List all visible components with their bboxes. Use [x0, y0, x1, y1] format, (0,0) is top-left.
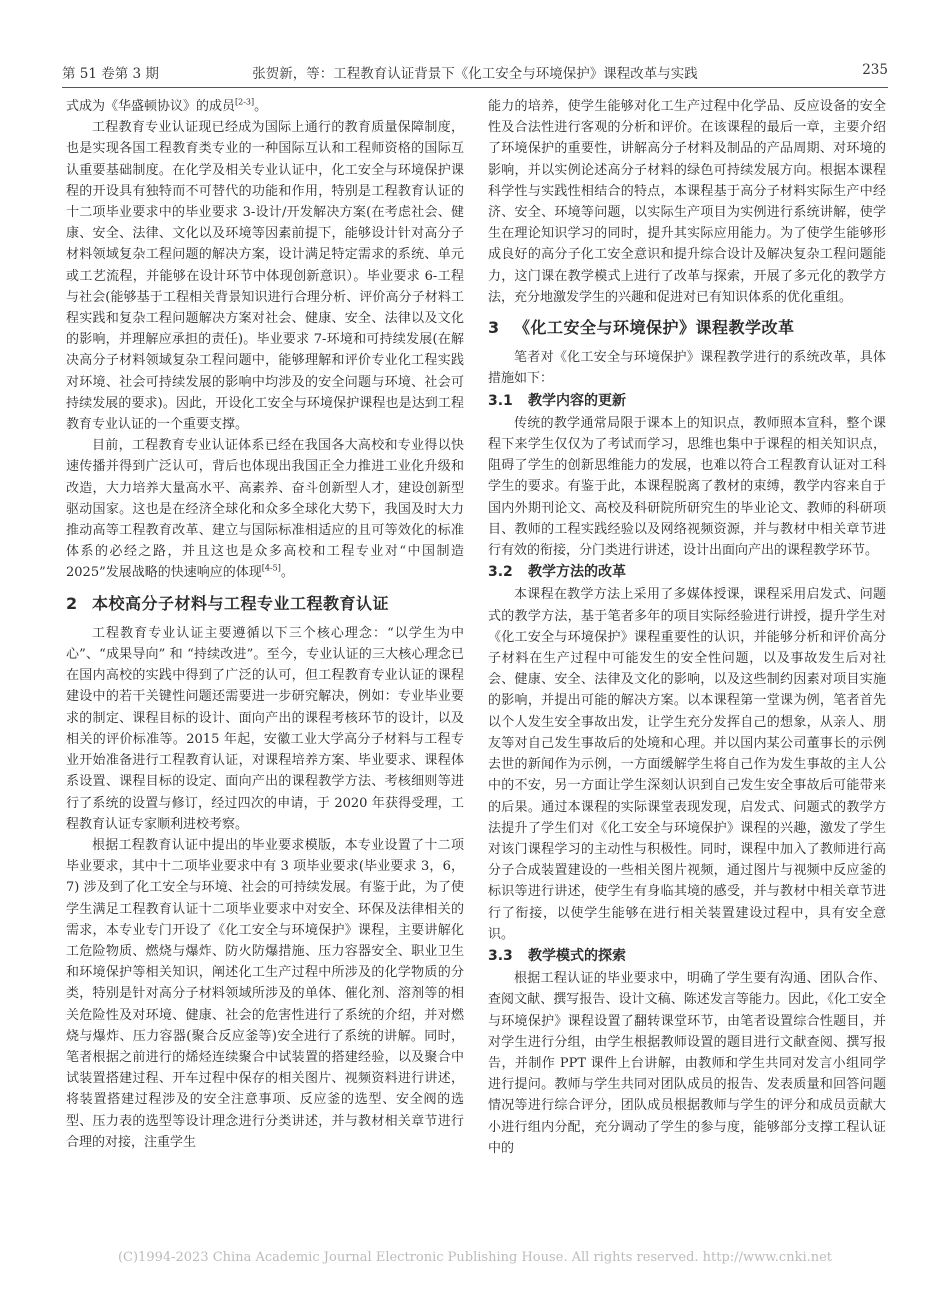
paragraph: 能力的培养，使学生能够对化工生产过程中化学品、反应设备的安全性及合法性进行客观的分析和评价。在该课程的最后一章，主要介绍了环境保护的重要性，讲解高分子材料及制品的产品周期、对环境的影响，并以实例论述高分子材料的绿色可持续发展方向。根据本课程科学性与实践性相结合的特点，本课程基于高分子材料实际生产中经济、安全、环境等问题，以实际生产项目为实例进行系统讲解，使学生在理论知识学习的同时，提升其实际应用能力。为了使学生能够形成良好的高分子化工安全意识和提升综合设计及解决复杂工程问题能力，这门课在教学模式上进行了改革与探索，开展了多元化的教学方法，充分地激发学生的兴趣和促进对已有知识体系的优化重组。	[488, 99, 886, 305]
subsection-heading-3-3: 3.3 教学模式的探索	[488, 947, 626, 964]
paragraph: 本课程在教学方法上采用了多媒体授课，课程采用启发式、问题式的教学方法，基于笔者多年的项目实际经验进行讲授，提升学生对《化工安全与环境保护》课程重要性的认识，并能够分析和评价高分子材料在生产过程中可能发生的安全性问题，以及事故发生后对社会、健康、安全、法律及文化的影响，以及这些制约因素对项目实施的影响，并提出可能的解决方案。以本课程第一堂课为例，笔者首先以个人发生安全事故出发，让学生充分发挥自己的想象，从亲人、朋友等对自己发生事故后的处境和心理。并以国内某公司董事长的示例去世的新闻作为示例，一方面缓解学生将自己作为发生事故的主人公中的不安，另一方面让学生深刻认识到自己发生安全事故后可能带来的后果。通过本课程的实际课堂表现发现，启发式、问题式的教学方法提升了学生们对《化工安全与环境保护》课程的兴趣，激发了学生对该门课程学习的主动性与积极性。同时，课程中加入了教师进行高分子合成装置建设的一些相关图片视频，通过图片与视频中反应釜的标识等进行讲述，使学生有身临其境的感受，并与教材中相关章节进行了衔接，以使学生能够在进行相关装置建设过程中，具有安全意识。	[488, 587, 886, 942]
paragraph: 笔者对《化工安全与环境保护》课程教学进行的系统改革，具体措施如下：	[488, 350, 886, 387]
page-header	[62, 62, 888, 88]
paragraph: 工程教育专业认证主要遵循以下三个核心理念：“以学生为中心”、“成果导向” 和 “持续改进”。至今，专业认证的三大核心理念已在国内高校的实践中得到了广泛的认可，但工程教育专业认证的课程建设中的若干关键性问题还需要进一步研究解决，例如：专业毕业要求的制定、课程目标的设计、面向产出的课程考核环节的设计，以及相关的评价标准等。2015 年起，安徽工业大学高分子材料与工程专业开始准备进行工程教育认证，对课程培养方案、毕业要求、课程体系设置、课程目标的设定、面向产出的课程教学方法、考核细则等进行了系统的设置与修订，经过四次的申请，于 2020 年获得受理，工程教育认证专家顺利进校考察。	[66, 625, 464, 832]
paragraph: 根据工程教育认证中提出的毕业要求模版，本专业设置了十二项毕业要求，其中十二项毕业要求中有 3 项毕业要求(毕业要求 3，6，7) 涉及到了化工安全与环境、社会的可持续发展。有鉴于此，为了使学生满足工程教育认证十二项毕业要求中对安全、环保及法律相关的需求，本专业专门开设了《化工安全与环境保护》课程，主要讲解化工危险物质、燃烧与爆炸、防火防爆措施、压力容器安全、职业卫生和环境保护等相关知识，阐述化工生产过程中所涉及的化学物质的分类，特别是针对高分子材料领域所涉及的单体、催化剂、溶剂等的相关危险性及对环境、健康、社会的危害性进行了系统的介绍，并对燃烧与爆炸、压力容器(聚合反应釜等)安全进行了系统的讲解。同时，笔者根据之前进行的烯烃连续聚合中试装置的搭建经验，以及聚合中试装置搭建过程、开车过程中保存的相关图片、视频资料进行讲述，将装置搭建过程涉及的安全注意事项、反应釜的选型、安全阀的选型、压力表的选型等设计理念进行分类讲述，并与教材相关章节进行合理的对接，注重学生	[66, 837, 464, 1150]
subsection-heading-3-1: 3.1 教学内容的更新	[488, 392, 626, 409]
copyright-footer: (C)1994-2023 China Academic Journal Electronic Publishing House. All rights reserved. http://www.cnki.net	[117, 1250, 833, 1265]
header-rule	[62, 87, 888, 88]
paragraph: 工程教育专业认证现已经成为国际上通行的教育质量保障制度，也是实现各国工程教育类专业的一种国际互认和工程师资格的国际互认重要基础制度。在化学及相关专业认证中，化工安全与环境保护课程的开设具有独特而不可替代的功能和作用，特别是工程教育认证的十二项毕业要求中的毕业要求 3-设计/开发解决方案(在考虑社会、健康、安全、法律、文化以及环境等因素前提下，能够设计针对高分子材料领域复杂工程问题的解决方案，设计满足特定需求的系统、单元或工艺流程，并能够在设计环节中体现创新意识）。毕业要求 6-工程与社会(能够基于工程相关背景知识进行合理分析、评价高分子材料工程实践和复杂工程问题解决方案对社会、健康、安全、法律以及文化的影响，并理解应承担的责任)。毕业要求 7-环境和可持续发展(在解决高分子材料领域复杂工程问题中，能够理解和评价专业化工程实践对环境、社会可持续发展的影响中均涉及的安全问题与环境、社会可持续发展的要求)。因此，开设化工安全与环境保护课程也是达到工程教育专业认证的一个重要支撑。	[66, 120, 464, 433]
left-column	[66, 96, 464, 1153]
citation[interactable]: [2-3]	[235, 97, 255, 107]
page-number: 235	[862, 62, 888, 78]
section-heading-2: 2 本校高分子材料与工程专业工程教育认证	[66, 593, 390, 613]
subsection-heading-3-2: 3.2 教学方法的改革	[488, 564, 626, 581]
paragraph: 传统的教学通常局限于课本上的知识点，教师照本宣科，整个课程下来学生仅仅为了考试而学习，思维也集中于课程的相关知识点，阻碍了学生的创新思维能力的发展，也难以符合工程教育认证对工科学生的要求。有鉴于此，本课程脱离了教材的束缚，教学内容来自于国内外期刊论文、高校及科研院所研究生的毕业论文、教师的科研项目、教师的工程实践经验以及网络视频资源，并与教材中相关章节进行有效的衔接，分门类进行讲述，设计出面向产出的课程教学环节。	[488, 415, 886, 559]
journal-volume: 第 51 卷第 3 期	[62, 66, 159, 82]
citation[interactable]: [4-5]	[261, 564, 281, 574]
paragraph: 目前，工程教育专业认证体系已经在我国各大高校和专业得以快速传播并得到广泛认可，背后也体现出我国正全力推进工业化升级和改造，大力培养大量高水平、高素养、奋斗创新型人才，建设创新型驱动国家。这也是在经济全球化和众多全球化大势下，我国及时大力推动高等工程教育改革、建立与国际标准相适应的且可等效化的标准体系的必经之路，并且这也是众多高校和工程专业对“中国制造 2025”发展战略的快速响应的体现[4-5]。	[66, 438, 464, 581]
running-title: 张贺新，等：工程教育认证背景下《化工安全与环境保护》课程改革与实践	[252, 66, 698, 82]
section-heading-3: 3 《化工安全与环境保护》课程教学改革	[488, 318, 795, 338]
paragraph: 根据工程认证的毕业要求中，明确了学生要有沟通、团队合作、查阅文献、撰写报告、设计文稿、陈述发言等能力。因此，《化工安全与环境保护》课程设置了翻转课堂环节，由笔者设置综合性题目，并对学生进行分组，由学生根据教师设置的题目进行文献查阅、撰写报告，并制作 PPT 课件上台讲解，由教师和学生共同对发言小组同学进行提问。教师与学生共同对团队成员的报告、发表质量和回答问题情况等进行综合评分，团队成员根据教师与学生的评分和成员贡献大小进行组内分配，充分调动了学生的参与度，能够部分支撑工程认证中的	[488, 971, 886, 1156]
paragraph: 式成为《华盛顿协议》的成员[2-3]。	[66, 97, 268, 114]
right-column	[488, 96, 886, 1159]
